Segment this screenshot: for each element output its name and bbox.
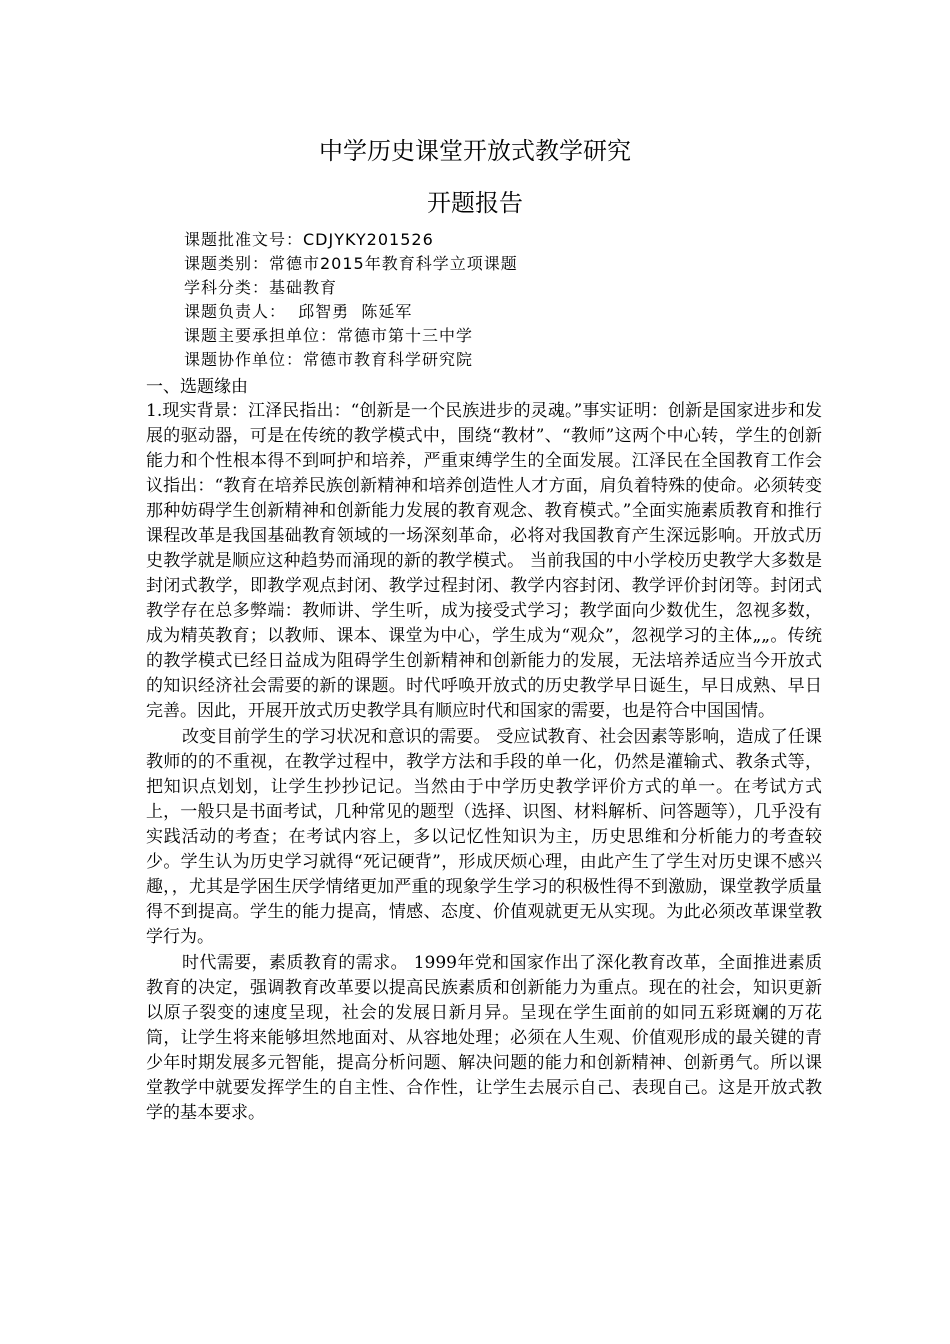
document-subtitle: 开题报告	[427, 189, 523, 217]
body-text	[146, 399, 822, 1127]
project-category: 课题类别：常德市2015年教育科学立项课题	[184, 254, 518, 273]
document-title: 中学历史课堂开放式教学研究	[319, 137, 631, 165]
paragraph-era-needs: 时代需要，素质教育的需求。 1999年党和国家作出了深化教育改革，全面推进素质教育的决定，强调教育改革要以提高民族素质和创新能力为重点。现在的社会，知识更新以原子裂变的速度呈现，社会的发展日新月异。呈现在学生面前的如同五彩斑斓的万花筒，让学生将来能够坦然地面对、从容地处理；必须在人生观、价值观形成的最关键的青少年时期发展多元智能，提高分析问题、解决问题的能力和创新精神、创新勇气。所以课堂教学中就要发挥学生的自主性、合作性，让学生去展示自己、表现自己。这是开放式教学的基本要求。	[146, 953, 822, 1123]
paragraph-background: 1.现实背景：江泽民指出：“创新是一个民族进步的灵魂。”事实证明：创新是国家进步和发展的驱动器，可是在传统的教学模式中，围绕“教材”、“教师”这两个中心转，学生的创新能力和个性根本得不到呵护和培养，严重束缚学生的全面发展。江泽民在全国教育工作会议指出：“教育在培养民族创新精神和培养创造性人才方面，肩负着特殊的使命。必须转变那种妨碍学生创新精神和创新能力发展的教育观念、教育模式。”全面实施素质教育和推行课程改革是我国基础教育领域的一场深刻革命，必将对我国教育产生深远影响。开放式历史教学就是顺应这种趋势而涌现的新的教学模式。 当前我国的中小学校历史教学大多数是封闭式教学，即教学观点封闭、教学过程封闭、教学内容封闭、教学评价封闭等。封闭式教学存在总多弊端：教师讲、学生听，成为接受式学习；教学面向少数优生，忽视多数，成为精英教育；以教师、课本、课堂为中心，学生成为“观众”，忽视学习的主体„„。传统的教学模式已经日益成为阻碍学生创新精神和创新能力的发展，无法培养适应当今开放式的知识经济社会需要的新的课题。时代呼唤开放式的历史教学早日诞生，早日成熟、早日完善。因此，开展开放式历史教学具有顺应时代和国家的需要，也是符合中国国情。	[146, 401, 822, 721]
paragraph-student-needs: 改变目前学生的学习状况和意识的需要。 受应试教育、社会因素等影响，造成了任课教师的的不重视，在教学过程中，教学方法和手段的单一化，仍然是灌输式、教条式等，把知识点划划，让学生抄抄记记。当然由于中学历史教学评价方式的单一。在考试方式上，一般只是书面考试，几种常见的题型（选择、识图、材料解析、问答题等），几乎没有实践活动的考查；在考试内容上，多以记忆性知识为主，历史思维和分析能力的考查较少。学生认为历史学习就得“死记硬背”，形成厌烦心理，由此产生了学生对历史课不感兴趣，，尤其是学困生厌学情绪更加严重的现象学生学习的积极性得不到激励，课堂教学质量得不到提高。学生的能力提高，情感、态度、价值观就更无从实现。为此必须改革课堂教学行为。	[146, 727, 822, 947]
cooperating-institution: 课题协作单位：常德市教育科学研究院	[184, 350, 474, 369]
subject-classification: 学科分类：基础教育	[184, 278, 338, 297]
approval-number: 课题批准文号：CDJYKY201526	[184, 230, 434, 249]
project-info-block	[184, 228, 518, 372]
section-heading: 一、选题缘由	[146, 377, 248, 397]
project-leaders: 课题负责人： 邱智勇 陈延军	[184, 302, 413, 321]
lead-institution: 课题主要承担单位：常德市第十三中学	[184, 326, 474, 345]
